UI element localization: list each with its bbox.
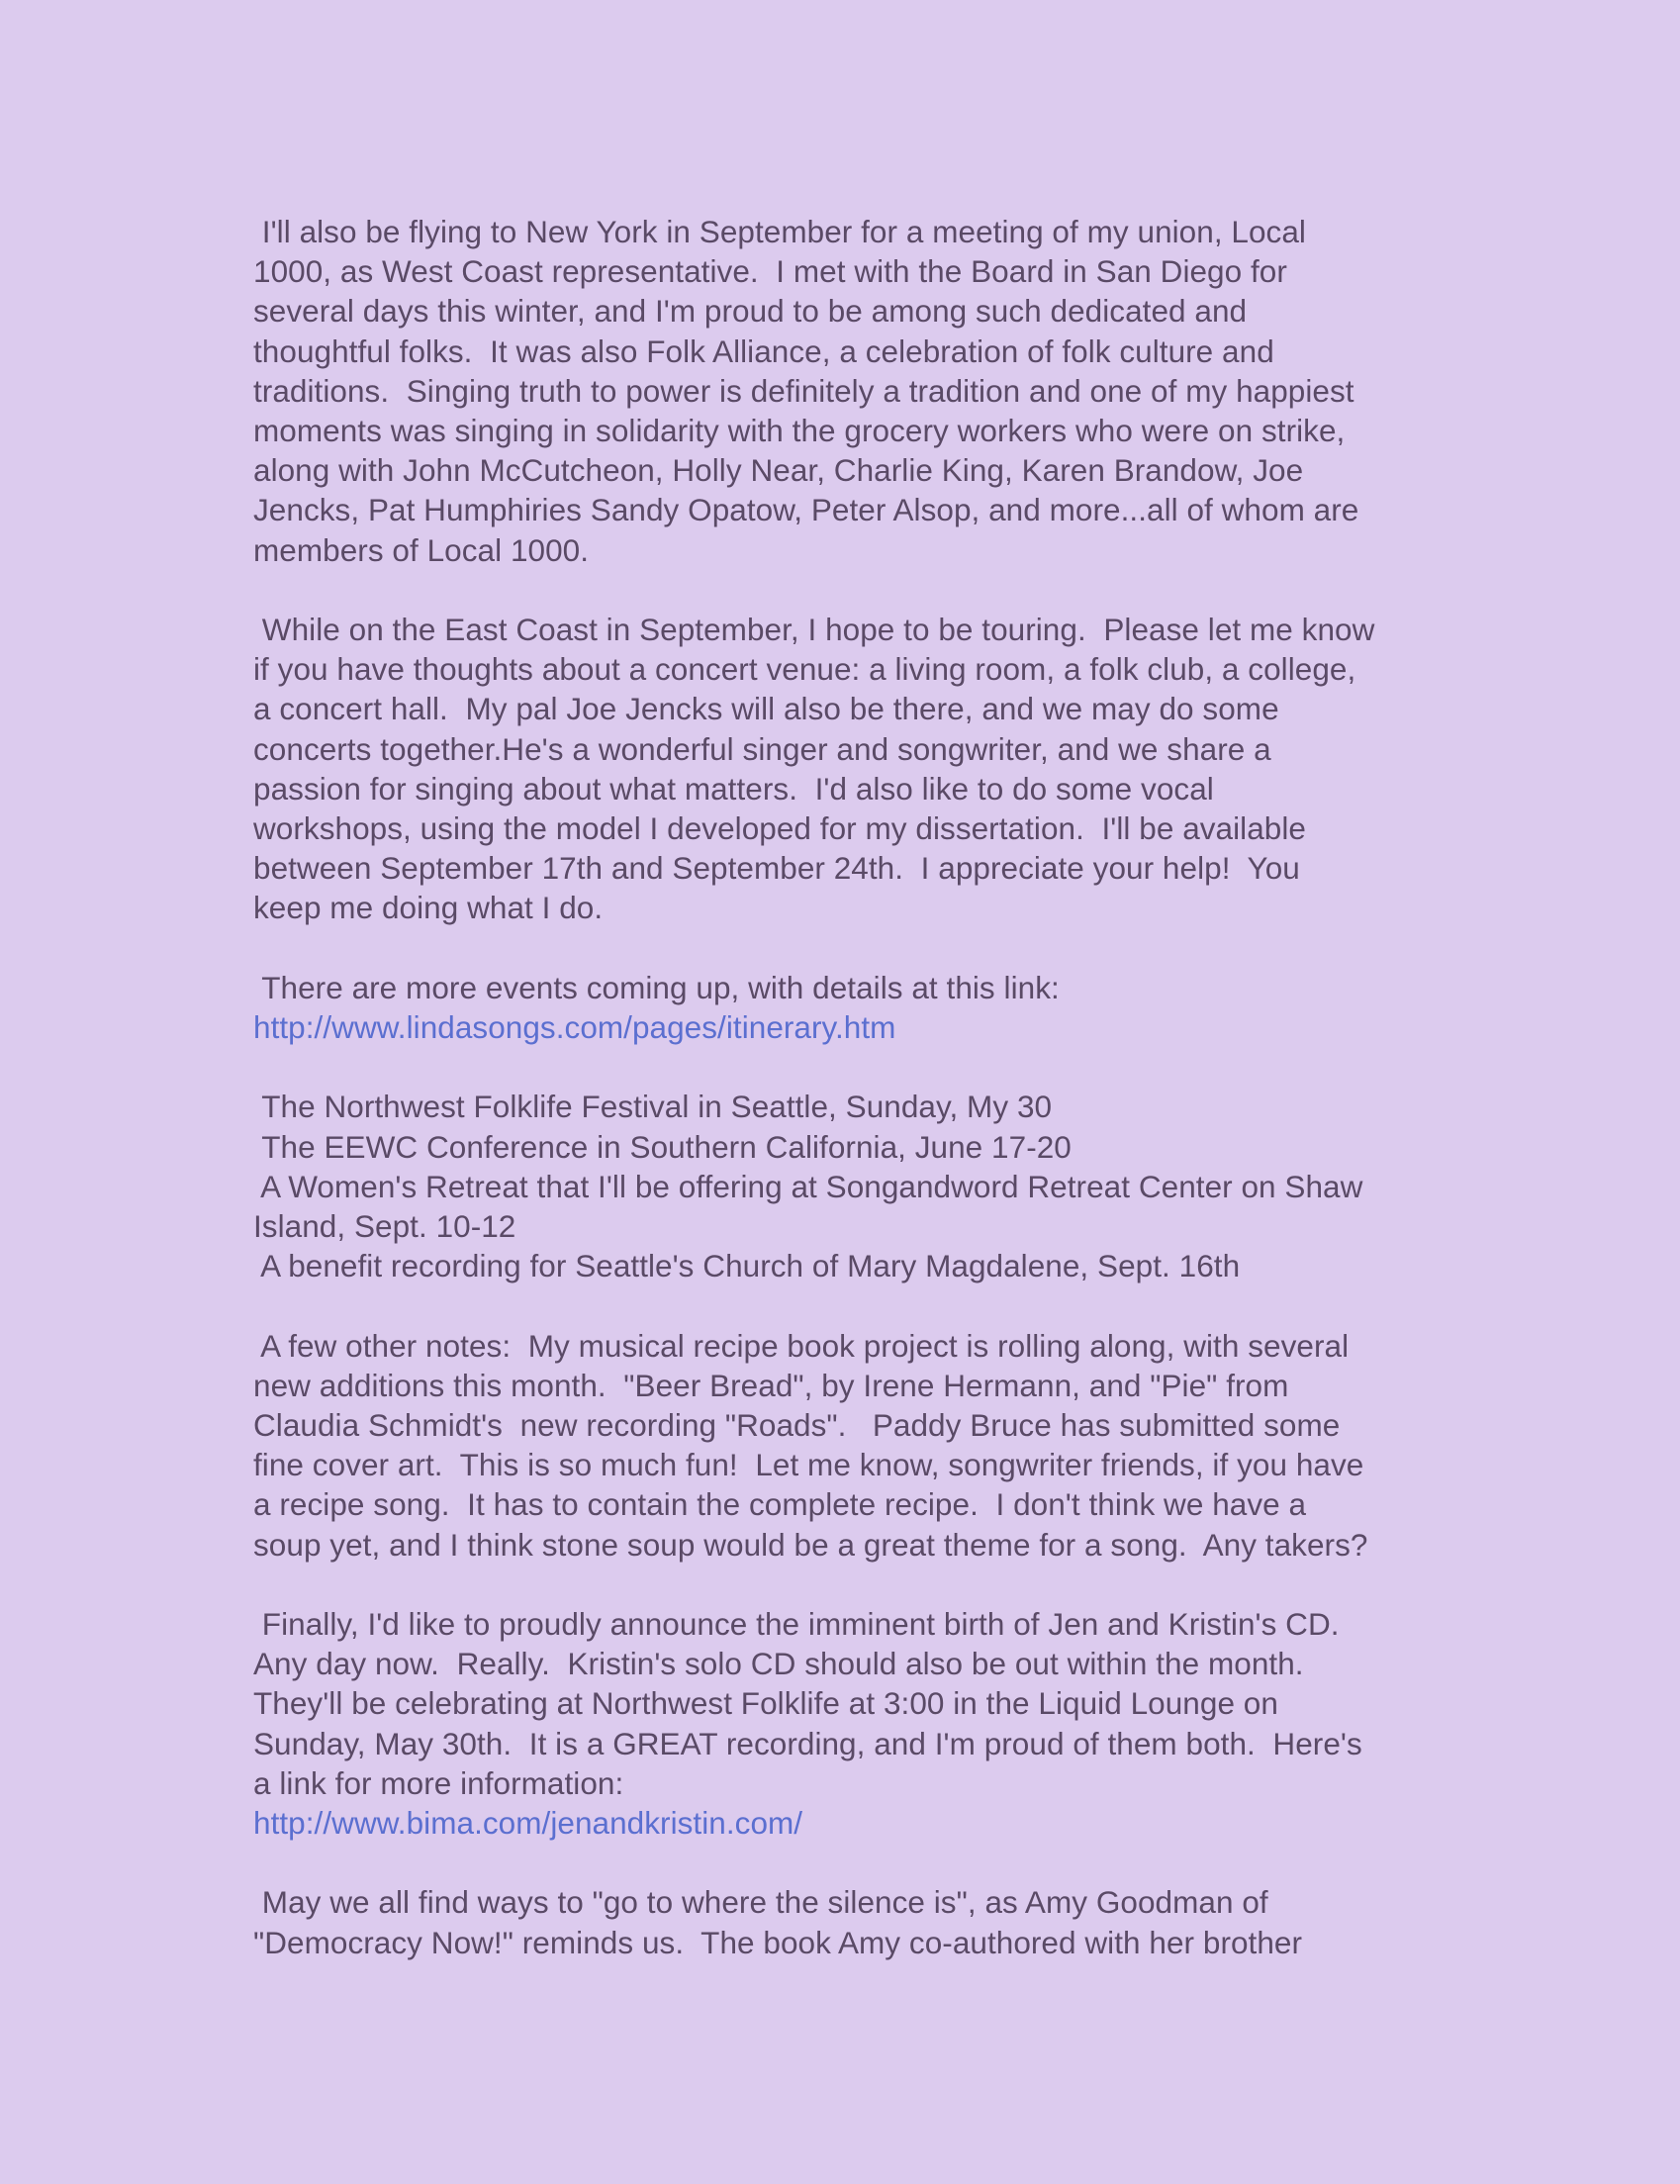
text-line: traditions. Singing truth to power is definitely a tradition and one of my happiest (253, 372, 1354, 409)
event-item: Island, Sept. 10-12 (253, 1208, 516, 1245)
event-item: A benefit recording for Seattle's Church of Mary Magdalene, Sept. 16th (253, 1248, 1241, 1284)
text-line: a link for more information: (253, 1764, 624, 1801)
text-line: members of Local 1000. (253, 531, 590, 568)
text-line: a concert hall. My pal Joe Jencks will also be there, and we may do some (253, 691, 1279, 727)
paragraph-cd-announcement (253, 1604, 1540, 1843)
text-line: fine cover art. This is so much fun! Let me know, songwriter friends, if you have (253, 1447, 1364, 1483)
text-line: May we all find ways to "go to where the silence is", as Amy Goodman of (253, 1884, 1268, 1921)
paragraph-recipe-book (253, 1326, 1540, 1565)
text-line: passion for singing about what matters. I'd also like to do some vocal (253, 770, 1214, 807)
text-line: along with John McCutcheon, Holly Near, Charlie King, Karen Brandow, Joe (253, 452, 1304, 489)
text-line: A few other notes: My musical recipe book project is rolling along, with several (253, 1327, 1350, 1364)
text-line: They'll be celebrating at Northwest Folklife at 3:00 in the Liquid Lounge on (253, 1685, 1278, 1722)
text-line: Sunday, May 30th. It is a GREAT recording, and I'm proud of them both. Here's (253, 1725, 1362, 1761)
text-line: I'll also be flying to New York in September for a meeting of my union, Local (253, 214, 1306, 249)
event-item: A Women's Retreat that I'll be offering at Songandword Retreat Center on Shaw (253, 1168, 1363, 1204)
text-line: 1000, as West Coast representative. I met with the Board in San Diego for (253, 253, 1287, 290)
text-line: new additions this month. "Beer Bread", by Irene Hermann, and "Pie" from (253, 1367, 1289, 1403)
paragraph-event-list (253, 1087, 1540, 1285)
text-line: Jencks, Pat Humphiries Sandy Opatow, Peter Alsop, and more...all of whom are (253, 492, 1359, 528)
text-line: keep me doing what I do. (253, 890, 604, 926)
text-line: While on the East Coast in September, I hope to be touring. Please let me know (253, 612, 1375, 648)
text-line: moments was singing in solidarity with the grocery workers who were on strike, (253, 413, 1346, 449)
text-line: concerts together.He's a wonderful singer and songwriter, and we share a (253, 730, 1271, 767)
text-line: soup yet, and I think stone soup would be a great theme for a song. Any takers? (253, 1526, 1368, 1563)
paragraph-touring (253, 610, 1540, 928)
text-line: There are more events coming up, with details at this link: (253, 969, 1060, 1005)
document-body (253, 212, 1540, 2002)
paragraph-union (253, 212, 1540, 570)
itinerary-link[interactable]: http://www.lindasongs.com/pages/itinerary.htm (253, 1009, 896, 1046)
text-line: several days this winter, and I'm proud to be among such dedicated and (253, 293, 1248, 330)
text-line: "Democracy Now!" reminds us. The book Amy co-authored with her brother (253, 1924, 1303, 1960)
event-item: The Northwest Folklife Festival in Seattle, Sunday, My 30 (253, 1089, 1053, 1125)
text-line: workshops, using the model I developed for my dissertation. I'll be available (253, 810, 1306, 847)
text-line: between September 17th and September 24th. I appreciate your help! You (253, 850, 1300, 887)
text-line: Finally, I'd like to proudly announce the imminent birth of Jen and Kristin's CD. (253, 1606, 1340, 1643)
paragraph-silence (253, 1882, 1540, 1961)
event-item: The EEWC Conference in Southern California, June 17-20 (253, 1128, 1072, 1165)
text-line: Claudia Schmidt's new recording "Roads". Paddy Bruce has submitted some (253, 1407, 1341, 1444)
text-line: a recipe song. It has to contain the complete recipe. I don't think we have a (253, 1486, 1307, 1523)
paragraph-events-link (253, 968, 1540, 1047)
text-line: Any day now. Really. Kristin's solo CD should also be out within the month. (253, 1646, 1304, 1682)
jenandkristin-link[interactable]: http://www.bima.com/jenandkristin.com/ (253, 1805, 803, 1842)
text-line: thoughtful folks. It was also Folk Alliance, a celebration of folk culture and (253, 332, 1274, 369)
text-line: if you have thoughts about a concert venue: a living room, a folk club, a college, (253, 651, 1356, 688)
